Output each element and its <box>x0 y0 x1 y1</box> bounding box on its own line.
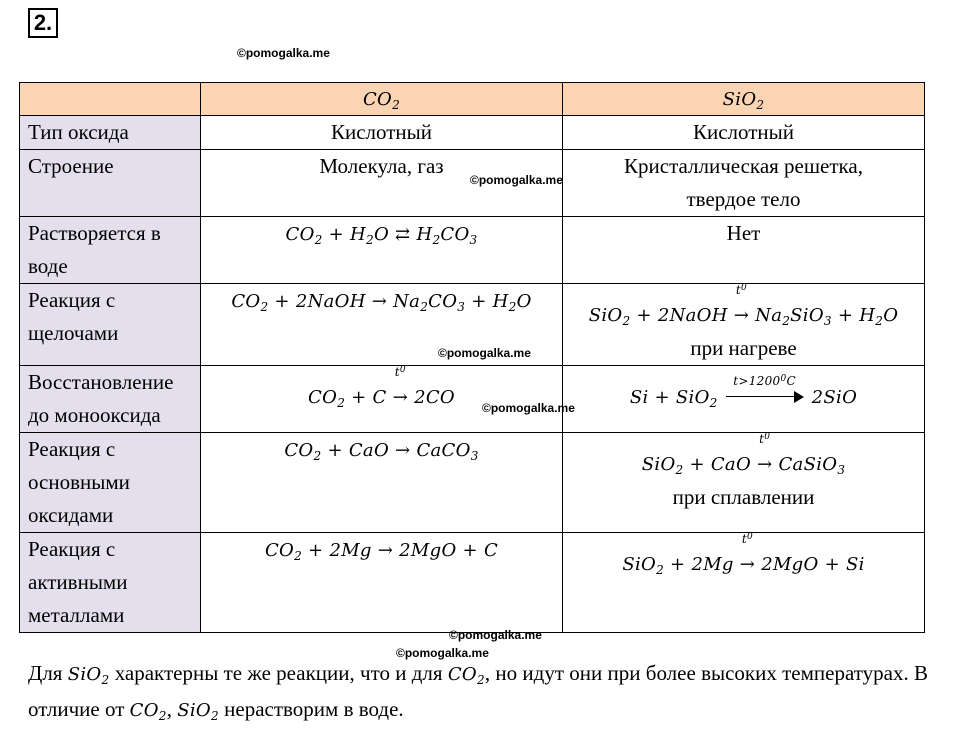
task-number <box>28 8 58 38</box>
row-label-alkali: Реакция с щелочами <box>20 284 201 366</box>
formula-si-sio2: Si + SiO$_2$ $t>1200^0C$ 2SiO <box>629 374 858 410</box>
cell-co2-oxide-type: Кислотный <box>201 116 563 150</box>
table-row <box>20 284 925 366</box>
cell-co2-reduction <box>201 366 563 433</box>
cell-co2-structure: Молекула, газ <box>201 150 563 217</box>
row-label-active-metals: Реакция с активными металлами <box>20 533 201 633</box>
watermark: ©pomogalka.me <box>237 46 330 60</box>
task-number-text: 2. <box>33 10 53 35</box>
formula-sio2-cao: SiO$_2$ + CaO → $t^0$ CaSiO$_3$ <box>641 432 846 477</box>
cell-co2-alkali <box>201 284 563 366</box>
row-label-basic-oxides: Реакция с основными оксидами <box>20 433 201 533</box>
cell-sio2-reduction <box>563 366 925 433</box>
table-row <box>20 533 925 633</box>
table-row <box>20 116 925 150</box>
watermark: ©pomogalka.me <box>449 628 542 642</box>
cell-sio2-dissolves: Нет <box>563 217 925 284</box>
formula-co2-naoh: $CO_2$ + 2NaOH → $Na_2CO_3 + H_2O$ <box>231 291 532 314</box>
formula-sio2-naoh: SiO$_2$ + 2NaOH → $t^0$ $Na_2SiO_3 + H_2O$ <box>588 283 899 328</box>
watermark: ©pomogalka.me <box>396 646 489 660</box>
row-label-dissolves: Растворяется в воде <box>20 217 201 284</box>
table-row <box>20 366 925 433</box>
row-label-reduction: Восстановление до монооксида <box>20 366 201 433</box>
formula-co2-cao: $CO_2$ + CaO → CaCO$_3$ <box>284 440 479 463</box>
formula-sio2-mg: SiO$_2$ + 2Mg → $t^0$ 2MgO + Si <box>622 532 865 577</box>
row-label-structure: Строение <box>20 150 201 217</box>
cell-sio2-structure: Кристаллическая решетка, твердое тело <box>563 150 925 217</box>
table-row <box>20 217 925 284</box>
watermark: ©pomogalka.me <box>470 173 563 187</box>
watermark: ©pomogalka.me <box>482 401 575 415</box>
cell-sio2-basic-oxides: SiO$_2$ + CaO → $t^0$ CaSiO$_3$ при сплавлении <box>563 433 925 533</box>
formula-co2-water: $CO_2 + H_2O$ ⇄ $H_2CO_3$ <box>285 224 478 247</box>
watermark: ©pomogalka.me <box>438 346 531 360</box>
cell-sio2-active-metals <box>563 533 925 633</box>
cell-co2-basic-oxides <box>201 433 563 533</box>
table-row <box>20 150 925 217</box>
header-co2: $CO_2$ <box>201 83 563 116</box>
conclusion-paragraph: Для SiO$_2$ характерны те же реакции, что и для $CO_2$, но идут они при более высоких температурах. В отличие от $CO_2$, SiO$_2$ нерастворим в воде. <box>28 661 928 723</box>
row-label-oxide-type: Тип оксида <box>20 116 201 150</box>
formula-co2-c: $CO_2 + C$ → $t^0$ 2CO <box>308 365 455 410</box>
comparison-table <box>19 82 925 633</box>
header-corner-cell <box>20 83 201 116</box>
cell-co2-dissolves <box>201 217 563 284</box>
cell-co2-active-metals <box>201 533 563 633</box>
cell-sio2-alkali: SiO$_2$ + 2NaOH → $t^0$ $Na_2SiO_3 + H_2O$ при нагреве <box>563 284 925 366</box>
table-header-row <box>20 83 925 116</box>
formula-co2-mg: $CO_2 + 2Mg \to 2MgO + C$ <box>264 540 499 563</box>
table-row <box>20 433 925 533</box>
arrow-icon: $t>1200^0C$ <box>726 390 804 404</box>
cell-sio2-oxide-type: Кислотный <box>563 116 925 150</box>
header-sio2: SiO$_2$ <box>563 83 925 116</box>
